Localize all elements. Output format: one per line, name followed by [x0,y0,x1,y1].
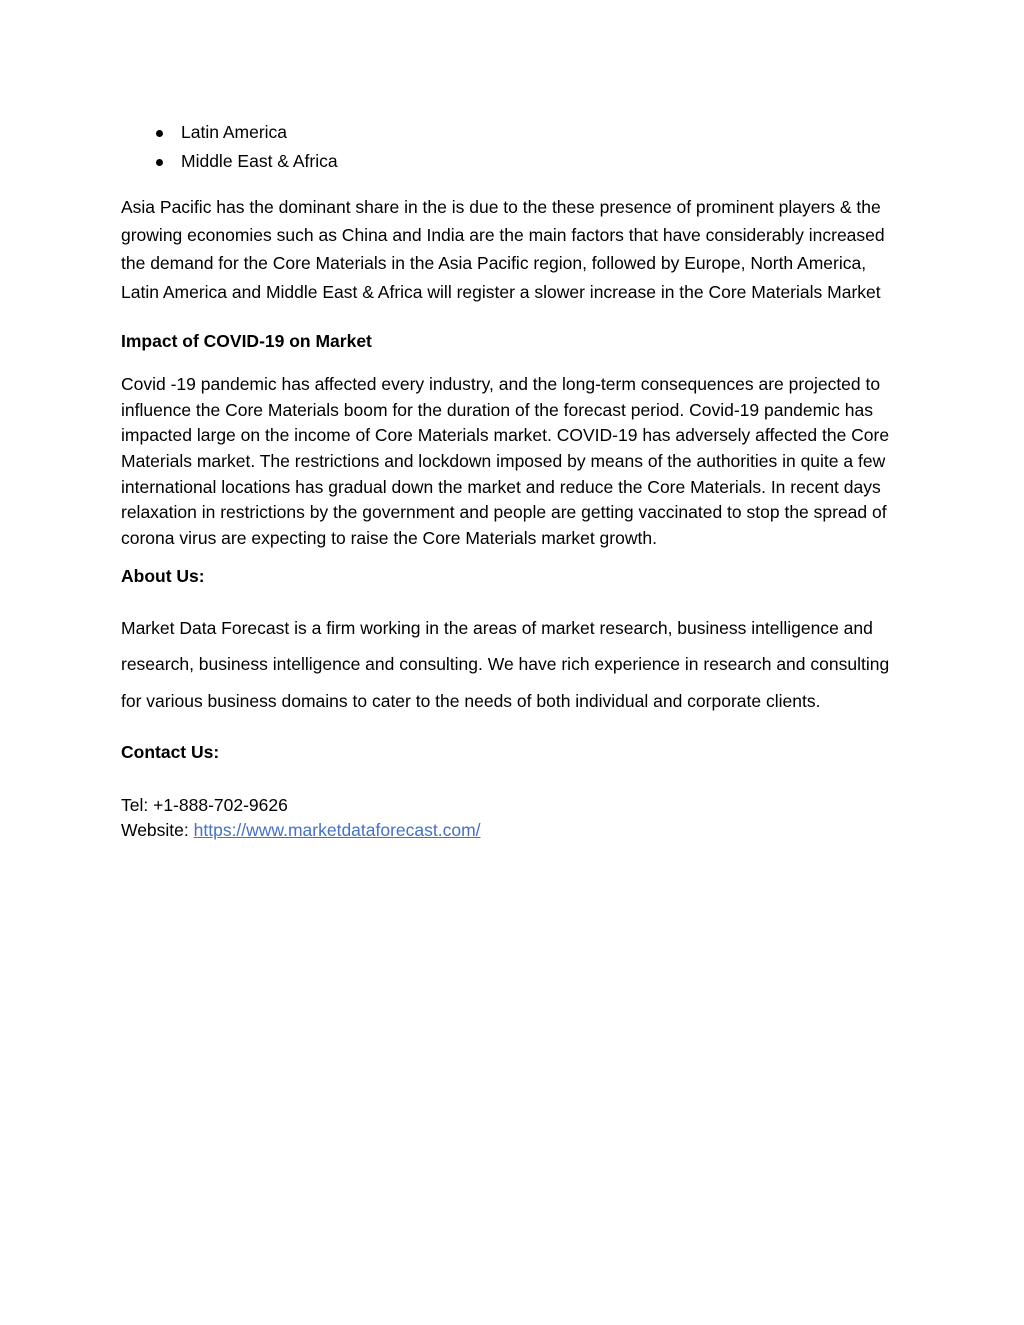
list-item-text: Latin America [181,122,288,142]
list-item-text: Middle East & Africa [181,151,338,171]
contact-details [121,793,906,844]
telephone-line: Tel: +1-888-702-9626 [121,794,288,815]
region-paragraph: Asia Pacific has the dominant share in the is due to the these presence of prominent players & the growing economies such as China and India are the main factors that have considerably increased the demand for the Core Materials in the Asia Pacific region, followed by Europe, North America, Latin America and Middle East & Africa will register a slower increase in the Core Materials Market [121,197,885,302]
list-item [121,147,906,176]
bullet-icon [156,130,163,137]
bullet-icon [156,159,163,166]
region-bullet-list [121,118,906,176]
about-paragraph: Market Data Forecast is a firm working in the areas of market research, business intelligence and research, business intelligence and consulting. We have rich experience in research and consulting for various business domains to cater to the needs of both individual and corporate clients. [121,617,890,711]
document-body [121,118,906,844]
website-link[interactable]: https://www.marketdataforecast.com/ [193,820,481,841]
contact-heading: Contact Us: [121,741,220,762]
website-line [121,818,906,844]
list-item [121,118,906,147]
website-label: Website: [121,820,194,841]
covid-paragraph: Covid -19 pandemic has affected every industry, and the long-term consequences are projected to influence the Core Materials boom for the duration of the forecast period. Covid-19 pandemic has impacted large on the income of Core Materials market. COVID-19 has adversely affected the Core Materials market. The restrictions and lockdown imposed by means of the authorities in quite a few international locations has gradual down the market and reduce the Core Materials. In recent days relaxation in restrictions by the government and people are getting vaccinated to stop the spread of corona virus are expecting to raise the Core Materials market growth. [121,373,890,549]
about-heading: About Us: [121,565,205,586]
covid-heading: Impact of COVID-19 on Market [121,330,372,351]
